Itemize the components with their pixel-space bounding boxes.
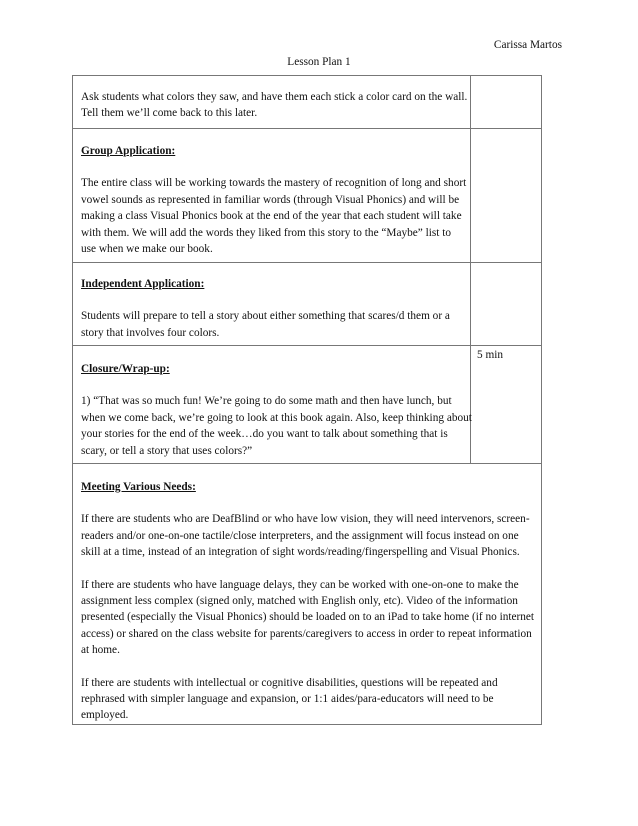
table-row xyxy=(73,464,542,725)
section-heading: Independent Application: xyxy=(81,278,205,290)
table-row xyxy=(73,76,542,129)
lesson-plan-table xyxy=(72,75,542,725)
activity-text: Ask students what colors they saw, and have them each stick a color card on the wall. Tell them we’ll come back to this later. xyxy=(81,91,468,120)
section-heading: Closure/Wrap-up: xyxy=(81,363,170,375)
table-row xyxy=(73,346,542,464)
table-row xyxy=(73,129,542,263)
activity-text: The entire class will be working towards the mastery of recognition of long and short vowel sounds as represented in familiar words (through Visual Phonics) and will be making a class Visual Phonics book at the end of the year that each student will take with them. We will add the words they liked from this story to the “Maybe” list to use when we make our book. xyxy=(81,177,467,256)
activity-text: If there are students with intellectual or cognitive disabilities, questions will be repeated and rephrased with simpler language and expansion, or 1:1 aides/para-educators will need to be employed. xyxy=(81,676,498,722)
time-text xyxy=(471,129,541,135)
activity-cell xyxy=(73,263,471,346)
activity-cell xyxy=(73,464,542,725)
time-cell xyxy=(471,76,542,129)
time-cell xyxy=(471,263,542,346)
section-heading: Meeting Various Needs: xyxy=(81,481,196,493)
time-text: 5 min xyxy=(477,349,504,361)
author-name: Carissa Martos xyxy=(493,39,562,51)
activity-text: 1) “That was so much fun! We’re going to do some math and then have lunch, but when we come back, we’re going to look at this book again. Also, keep thinking about your stories for the end of the week…do you want to talk about something that is scary, or tell a story that uses colors?” xyxy=(81,395,472,457)
activity-cell xyxy=(73,76,471,129)
time-cell xyxy=(471,346,542,464)
time-text xyxy=(471,263,541,269)
time-text xyxy=(471,76,541,82)
time-cell xyxy=(471,129,542,263)
activity-cell xyxy=(73,129,471,263)
activity-text: Students will prepare to tell a story about either something that scares/d them or a story that involves four colors. xyxy=(81,310,450,339)
table-row xyxy=(73,263,542,346)
section-heading: Group Application: xyxy=(81,145,176,157)
activity-text: If there are students who are DeafBlind or who have low vision, they will need intervenors, screen-readers and/or one-on-one tactile/close interpreters, and the assignment will focus instead on one skill at a time, instead of an integration of sight words/reading/fingerspelling and Visual Phonics. xyxy=(81,513,530,559)
activity-text: If there are students who have language delays, they can be worked with one-on-one to make the assignment less complex (signed only, matched with English only, etc). Video of the information presented (especially the Visual Phonics) should be loaded on to an iPad to take home (if no internet access) or shared on the class website for parents/caregivers to access in order to repeat information at home. xyxy=(81,578,535,657)
activity-cell xyxy=(73,346,471,464)
document-title: Lesson Plan 1 xyxy=(287,56,351,68)
